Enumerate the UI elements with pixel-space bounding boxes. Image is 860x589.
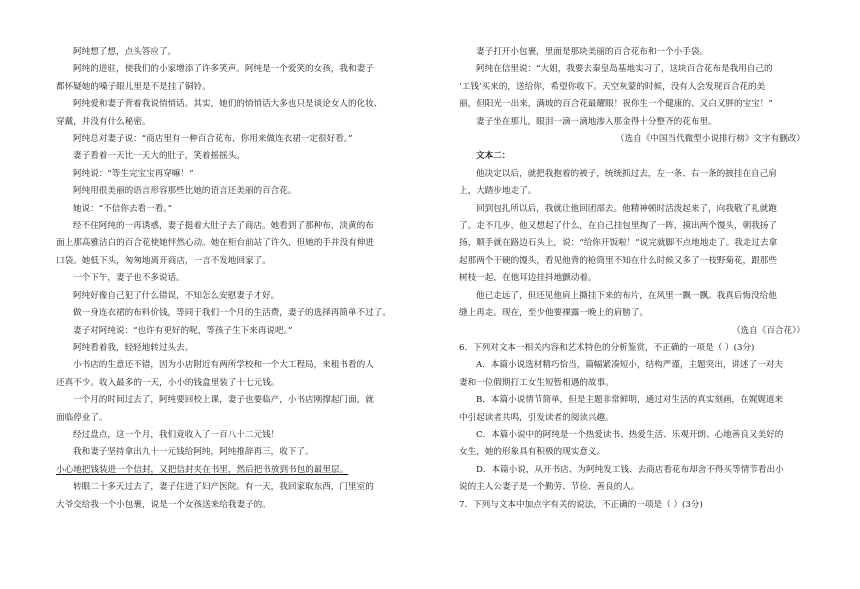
right-column-line: 上，大踏步地走了。 <box>459 186 537 197</box>
right-column-line: 他决定以后，就把我抱着的被子，统统抓过去，左一条、右一条的披挂在自己肩 <box>476 168 777 179</box>
left-column-line: 经不住阿纯的一再诱惑，妻子挺着大肚子去了商店。她看到了那种布，淡黄的布 <box>73 221 374 232</box>
left-column-line: 还真不少。收入最多的一天，小小的钱盒里装了十七元钱。 <box>56 377 280 388</box>
right-column-line: 文本二： <box>476 151 511 162</box>
right-column-line: D．本篇小说，从开书店、为阿纯发工钱、去商店看花布却舍不得买等情节看出小 <box>476 464 784 475</box>
left-column-line: 阿纯的进驻，使我们的小家增添了许多笑声。阿纯是一个爱笑的女孩，我和妻子 <box>73 64 374 75</box>
right-column-line: 6．下列对文本一相关内容和艺术特色的分析鉴赏，不正确的一项是（ ）(3分) <box>459 342 755 353</box>
left-column-line: 阿纯想了想，点头答应了。 <box>73 47 177 57</box>
left-column-line: 面临停业了。 <box>56 412 108 423</box>
right-column-line: ‘工钱’买来的，送给你，希望你收下。天空灰蒙的时候，没有人会发现百合花的美 <box>459 81 766 92</box>
right-column-line: 妻子打开小包裹，里面是那块美丽的百合花布和一个小手袋。 <box>476 47 709 57</box>
right-column-line: 阿纯在信里说：“大姐，我要去秦皇岛基地实习了，这块百合花布是我用自己的 <box>476 64 773 75</box>
right-column-line: 丽，但阳光一出来，满坡的百合花最耀眼！祝你生一个健康的、又白又胖的宝宝！” <box>459 99 773 110</box>
left-column-line: 经过盘点，这一个月，我们竟收入了一百八十二元钱！ <box>73 429 280 440</box>
left-column-line: 阿纯爱和妻子背着我说悄悄话。其实，她们的悄悄话大多也只是谈论女人的化妆、 <box>73 99 383 110</box>
right-column-line: 缝上再走。现在，至少他要裸露一晚上的肩膀了。 <box>459 308 649 319</box>
right-column-line: 7．下列与文本中加点字有关的说法，不正确的一项是（ ）(3分) <box>459 499 703 510</box>
left-column-line: 妻子看着一天比一天大的肚子，笑着摇摇头。 <box>73 151 245 162</box>
left-column-line: 一个下午，妻子也不多说话。 <box>73 273 185 284</box>
right-column-line: 妻子坐在那儿，眼泪一滴一滴地渗入那金得十分整齐的花布里。 <box>476 116 717 127</box>
right-column-line: 女生，她的形象具有积极的现实意义。 <box>459 447 606 458</box>
left-column-line: 做一身连衣裙的布料价钱，等同于我们一个月的生活费，妻子的选择再简单不过了。 <box>73 308 391 319</box>
right-column-line: B．本篇小说情节简单，但是主题非常鲜明，通过对生活的真实刻画，在娓娓道来 <box>476 395 784 406</box>
right-column-line: A．本篇小说选材精巧恰当，篇幅紧凑短小，结构严谨，主题突出，讲述了一对夫 <box>476 360 783 371</box>
left-column-line: 口袋。她低下头，匆匆地离开商店，一言不发地回家了。 <box>56 255 271 266</box>
left-column-line: 阿纯用很美丽的语言形容那些比她的语言还美丽的百合花。 <box>73 186 297 197</box>
left-column-line: 她说：“不信你去看一看。” <box>73 203 173 214</box>
left-column-line: 阿纯好像自己犯了什么错误，不知怎么安慰妻子才好。 <box>73 290 280 301</box>
right-column-line: 妻和一位假期打工女生短暂相遇的故事。 <box>459 377 614 388</box>
left-column-line: 一个月的时间过去了，阿纯要回校上课，妻子也要临产，小书店刚撑起门面，就 <box>73 395 374 406</box>
right-column-line: 回到包扎所以后，我就让他回团部去。他精神顿时活泼起来了，向我敬了礼就跑 <box>476 203 777 214</box>
left-column-line: 我和妻子坚持拿出九十一元钱给阿纯，阿纯推辞再三，收下了。 <box>73 447 314 458</box>
right-column-line: C．本篇小说中的阿纯是一个热爱读书、热爱生活、乐观开朗、心地善良又美好的 <box>476 429 784 440</box>
left-column-line: 都怀疑她的嗓子眼儿里是不是挂了铜铃。 <box>56 81 211 92</box>
left-column <box>56 44 404 514</box>
left-column-line: 大爷交给我一个小包裹，说是一个女孩送来给我妻子的。 <box>56 499 271 510</box>
right-column-line: 他已走远了，但还见他肩上撕挂下来的布片，在风里一飘一飘。我真后悔没给他 <box>476 290 777 301</box>
right-column <box>459 44 805 514</box>
right-column-line: 起那两个干硬的馒头，看见他背的枪筒里不知在什么时候又多了一枝野菊花，跟那些 <box>459 255 777 266</box>
right-column-line: 了。走不几步，他又想起了什么，在自己挂包里掏了一阵，摸出两个馒头，朝我扬了 <box>459 221 777 232</box>
left-column-line: 妻子对阿纯说：“也许有更好的呢，等孩子生下来再说吧。” <box>73 325 293 336</box>
left-column-line: 面上那高雅洁白的百合花使她怦然心动。她在柜台前站了许久，但她的手并没有伸进 <box>56 238 374 249</box>
left-column-line: 阿纯看着我，轻轻地转过头去。 <box>73 342 194 353</box>
right-column-line: （选自《百合花》） <box>731 325 805 336</box>
right-column-line: 树枝一起，在他耳边挂抖地颤动着。 <box>459 273 597 284</box>
left-column-line: 转眼二十多天过去了，妻子住进了妇产医院。有一天，我回家取东西，门里室的 <box>73 482 374 493</box>
left-column-line: 穿戴，并没有什么秘密。 <box>56 116 151 127</box>
right-column-line: 中引起读者共鸣，引发读者的阅读兴趣。 <box>459 412 614 423</box>
left-column-line: 阿纯总对妻子说：“商店里有一种百合花布，你用来做连衣裙一定很好看。” <box>73 134 353 145</box>
left-column-line: 小心地把钱装进一个信封，又把信封夹在书里，然后把书放到书包的最里层。 <box>56 464 349 475</box>
right-column-line: 说的主人公妻子是一个勤劳、节俭、善良的人。 <box>459 482 640 493</box>
left-column-line: 阿纯说：“等生完宝宝再穿嘛！” <box>73 168 194 179</box>
right-column-line: （选自《中国当代微型小说排行榜》文字有删改） <box>615 134 805 145</box>
right-column-line: 扬，顺手就在路边石头上，说：“给你开饭啦！”说完就脚不点地地走了。我走过去拿 <box>459 238 778 249</box>
left-column-line: 小书店的生意还不错，因为小店附近有两所学校和一个大工程局，来租书看的人 <box>73 360 374 371</box>
